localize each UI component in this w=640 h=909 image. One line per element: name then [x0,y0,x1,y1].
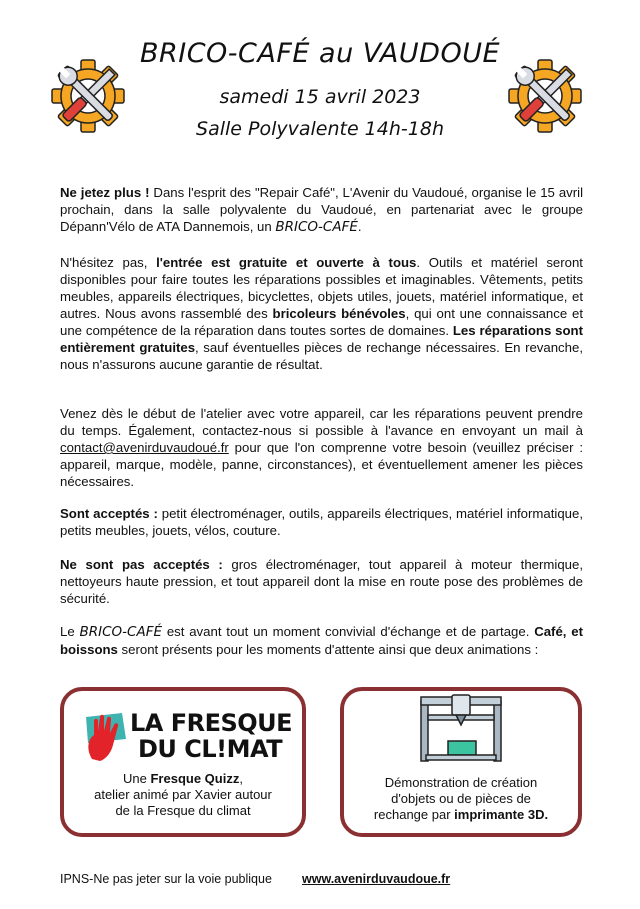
brico-cafe-name: BRICO-CAFÉ [79,624,162,640]
gear-wrench-screwdriver-icon [48,56,128,136]
intro-lead: Ne jetez plus ! [60,185,150,200]
website-link[interactable]: www.avenirduvaudoue.fr [302,872,451,886]
3d-printer-description: Démonstration de création [384,775,538,790]
footer-ipns: IPNS-Ne pas jeter sur la voie publique [60,872,272,886]
fresque-hand-logo-icon [82,709,130,763]
come-early-paragraph: Venez dès le début de l'atelier avec votre appareil, car les réparations peuvent prendre du temps. Également, contactez-nous si possible à l'avance en envoyant un mail à contact@avenirduvaudoué.fr pour que l'on comprenne votre besoin (veuillez préciser : appareil, marque, modèle, panne, circonstances), et éventuellement amener les pièces nécessaires. [60,406,583,489]
fresque-logo-line1: LA FRESQUE [130,709,293,737]
event-place: Salle Polyvalente 14h-18h [196,118,444,140]
page-title: BRICO-CAFÉ au VAUDOUÉ [139,38,501,69]
intro-paragraph: Ne jetez plus ! Dans l'esprit des "Repair Café", L'Avenir du Vaudoué, organise le 15 avril prochain, dans la salle polyvalente du Vaudoué, en partenariat avec le groupe Dépann'Vélo de ATA Dannemois, un BRICO-CAFÉ. [60,185,583,235]
gear-wrench-screwdriver-icon [505,56,585,136]
3d-printer-icon [418,693,504,763]
not-accepted-items: Ne sont pas acceptés : gros électroménager, tout appareil à moteur thermique, nettoyeurs haute pression, et tout appareil dont la mise en route pose des problèmes de sécurité. [60,557,583,606]
contact-email-link[interactable]: contact@avenirduvaudoué.fr [60,440,229,455]
brico-cafe-name: BRICO-CAFÉ [275,219,358,235]
free-entry-paragraph: N'hésitez pas, l'entrée est gratuite et ouverte à tous. Outils et matériel seront disponibles pour faire toutes les réparations possibles et imaginables. Vêtements, petits meubles, appareils électriques, bicyclettes, objets utiles, jouets, matériel informatique, et autres. Nous avons rassemblé des bricoleurs bénévoles, qui ont une connaissance et une compétence de la réparation dans toutes sortes de domaines. Les réparations sont entièrement gratuites, sauf éventuelles pièces de rechange nécessaires. En revanche, nous n'assurons aucune garantie de résultat. [60,255,583,372]
closing-paragraph: Le BRICO-CAFÉ est avant tout un moment convivial d'échange et de partage. Café, et boissons seront présents pour les moments d'attente ainsi que deux animations : [60,624,583,657]
fresque-description: Une Fresque Quizz, [123,771,243,786]
accepted-items: Sont acceptés : petit électroménager, outils, appareils électriques, matériel informatique, petits meubles, jouets, vélos, couture. [60,506,583,538]
3d-printer-card: Démonstration de création d'objets ou de pièces de rechange par imprimante 3D. [340,687,582,837]
event-date: samedi 15 avril 2023 [219,86,421,108]
fresque-climat-card: LA FRESQUE DU CL!MAT Une Fresque Quizz, atelier animé par Xavier autour de la Fresque du climat [60,687,306,837]
fresque-logo-line2: DU CL!MAT [138,735,283,763]
